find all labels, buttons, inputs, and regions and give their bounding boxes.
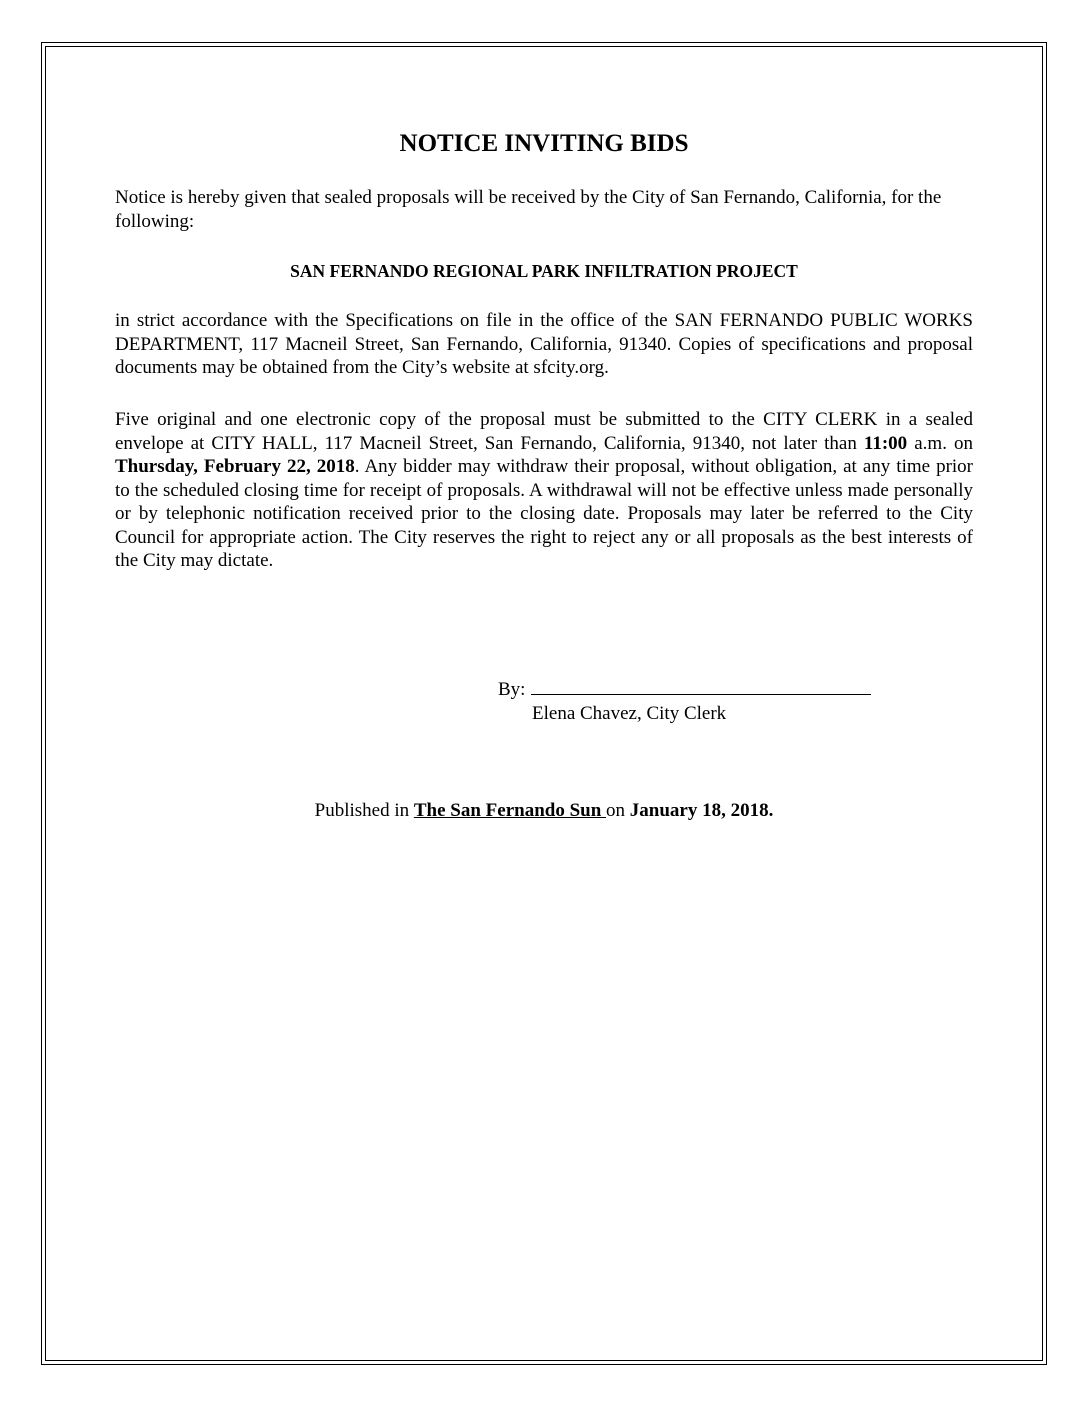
submission-paragraph (115, 408, 973, 573)
publication-date: January 18, 2018. (629, 800, 774, 821)
signature-block (498, 677, 871, 702)
submission-text-3: . Any bidder may withdraw their proposal, without obligation, at any time prior to the scheduled closing time for receipt of proposals. A withdrawal will not be effective unless made personally or by telephonic notification received prior to the closing date. Proposals may later be referred to the City Council for appropriate action. The City reserves the right to reject any or all proposals as the best interests of the City may dictate. (115, 456, 973, 571)
signer-name: Elena Chavez, City Clerk (532, 703, 727, 724)
publication-line (0, 799, 1088, 823)
intro-paragraph: Notice is hereby given that sealed proposals will be received by the City of San Fernando, California, for the following: (115, 187, 942, 232)
publication-prefix: Published in (314, 800, 414, 821)
project-name: SAN FERNANDO REGIONAL PARK INFILTRATION PROJECT (290, 261, 798, 281)
specifications-paragraph: in strict accordance with the Specifications on file in the office of the SAN FERNANDO PUBLIC WORKS DEPARTMENT, 117 Macneil Street, San Fernando, California, 91340. Copies of specifications and proposal documents may be obtained from the City’s website at sfcity.org. (115, 310, 973, 378)
submission-text-1: Five original and one electronic copy of the proposal must be submitted to the CITY CLERK in a sealed envelope at CITY HALL, 117 Macneil Street, San Fernando, California, 91340, not later than (115, 409, 973, 454)
newspaper-name: The San Fernando Sun (413, 800, 607, 821)
notice-title: NOTICE INVITING BIDS (399, 130, 689, 157)
by-label: By: (498, 679, 526, 700)
signature-line (531, 677, 871, 695)
closing-date: Thursday, February 22, 2018 (115, 456, 355, 477)
closing-time: 11:00 (863, 432, 908, 454)
submission-text-2: a.m. on (907, 432, 973, 454)
publication-middle: on (606, 800, 630, 821)
